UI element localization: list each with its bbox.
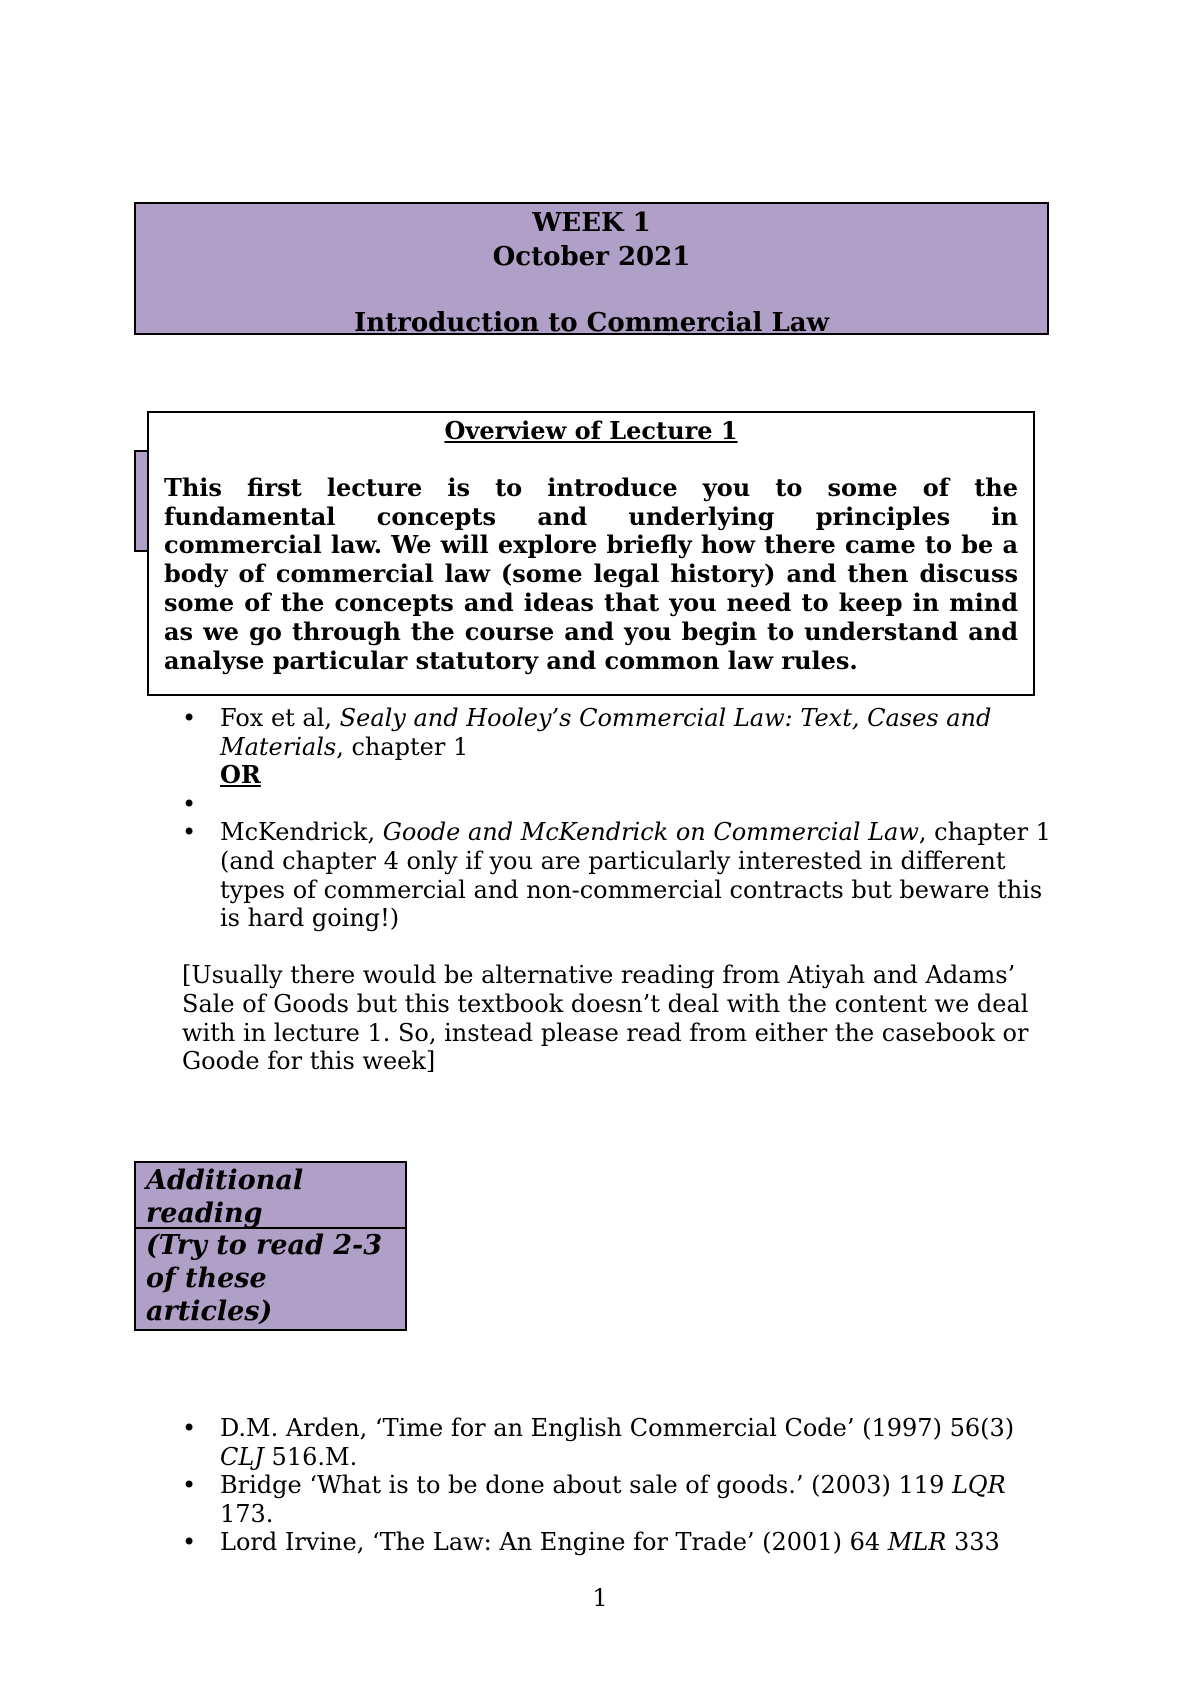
list-item: • Lord Irvine, ‘The Law: An Engine for Trade’ (2001) 64 MLR 333 bbox=[182, 1528, 1062, 1557]
week-header-box bbox=[134, 202, 1049, 338]
overview-body: This first lecture is to introduce you to some of the fundamental concepts and underlying principles in commercial law. We will explore briefly how there came to be a body of commercial law (some legal history) and then discuss some of the concepts and ideas that you need to keep in mind as we go through the course and you begin to understand and analyse particular statutory and common law rules. bbox=[164, 472, 1018, 675]
date-label: October 2021 bbox=[492, 242, 691, 272]
lecture-title: Introduction to Commercial Law bbox=[354, 308, 829, 338]
book-title: Sealy and Hooley’s Commercial Law: Text, Cases and Materials bbox=[220, 704, 992, 761]
additional-reading-box bbox=[134, 1161, 407, 1331]
list-item: • Bridge ‘What is to be done about sale of goods.’ (2003) 119 LQR 173. bbox=[182, 1471, 1062, 1528]
additional-reading-heading: Additional reading bbox=[136, 1163, 405, 1229]
page-number: 1 bbox=[592, 1584, 608, 1612]
list-item: • McKendrick, Goode and McKendrick on Commercial Law, chapter 1 (and chapter 4 only if you are particularly interested in different types of commercial and non-commercial contracts but beware this is hard going!) bbox=[182, 818, 1062, 932]
week-label: WEEK 1 bbox=[532, 208, 651, 238]
book-title: Goode and McKendrick on Commercial Law bbox=[382, 818, 919, 847]
or-label: OR bbox=[220, 760, 261, 790]
essential-reading-list bbox=[182, 704, 1062, 1076]
additional-reading-subheading: (Try to read 2-3 of these articles) bbox=[146, 1230, 383, 1327]
list-item: • Fox et al, Sealy and Hooley’s Commercial Law: Text, Cases and Materials, chapter 1 OR bbox=[182, 704, 1062, 790]
list-item: • D.M. Arden, ‘Time for an English Commercial Code’ (1997) 56(3) CLJ 516.M. bbox=[182, 1414, 1062, 1471]
overview-title: Overview of Lecture 1 bbox=[444, 416, 738, 445]
articles-list bbox=[182, 1414, 1062, 1557]
reading-note: [Usually there would be alternative reading from Atiyah and Adams’ Sale of Goods but this textbook doesn’t deal with the content we deal with in lecture 1. So, instead please read from either the casebook or Goode for this week] bbox=[182, 961, 1029, 1076]
overview-box bbox=[147, 411, 1035, 696]
